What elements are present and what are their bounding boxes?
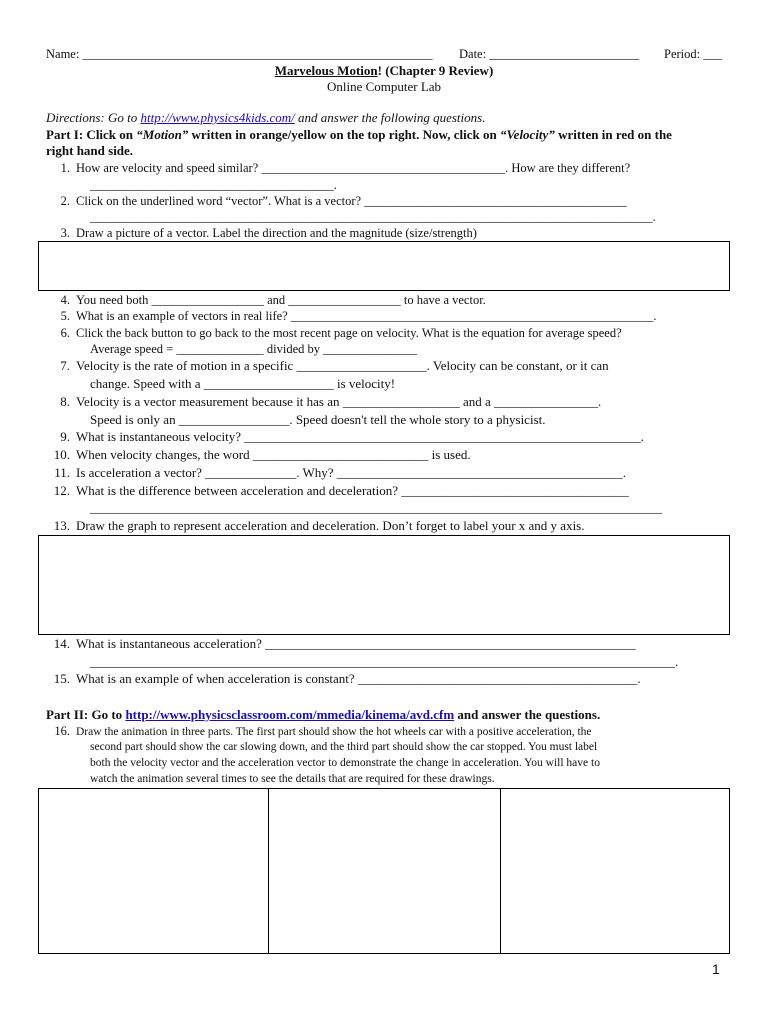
part1-text-c: written in red on the [554,127,672,142]
q10-text: When velocity changes, the word ___________________________ is used. [76,447,471,462]
question-10 [46,447,471,463]
q9-text: What is instantaneous velocity? _____________________________________________________________. [76,429,644,444]
question-5 [46,308,656,324]
q13-text: Draw the graph to represent acceleration and deceleration. Don’t forget to label your x and y axis. [76,518,585,533]
question-4 [46,292,486,308]
q14-text: What is instantaneous acceleration? _________________________________________________________ [76,636,636,651]
period-field [664,46,722,62]
q15-number: 15. [53,671,70,686]
q7-number: 7. [60,358,70,373]
period-label: Period: [664,47,701,61]
question-2 [46,193,627,209]
q1-number: 1. [60,161,70,175]
q11-text: Is acceleration a vector? ______________. Why? ____________________________________________. [76,465,626,480]
q5-number: 5. [60,309,70,323]
question-1 [46,160,630,176]
question-7 [46,358,609,374]
q3-number: 3. [60,226,70,240]
directions-prefix: Directions: Go to [46,110,141,125]
physics4kids-link[interactable]: http://www.physics4kids.com/ [140,110,295,125]
q15-text: What is an example of when acceleration is constant? ___________________________________________. [76,671,641,686]
question-13 [46,518,585,534]
part1-heading [46,127,672,143]
name-blank: ________________________________________________________ [82,47,433,61]
q12-text: What is the difference between acceleration and deceleration? ___________________________________ [76,483,629,498]
page-title [0,63,768,79]
vector-drawing-box[interactable] [38,241,730,291]
animation-drawing-box [38,788,730,954]
question-8-line2: Speed is only an _________________. Speed doesn't tell the whole story to a physicist. [90,412,546,427]
date-field [459,46,639,62]
question-2-line2: __________________________________________________________________________________________. [90,210,656,224]
q11-number: 11. [54,465,70,480]
name-label: Name: [46,47,80,61]
header-line [46,46,432,62]
page-number: 1 [712,961,720,977]
page-subtitle: Online Computer Lab [326,79,442,94]
graph-drawing-box[interactable] [38,535,730,635]
question-11 [46,465,626,481]
part2-suffix: and answer the questions. [454,707,601,722]
part1-velocity: “Velocity” [499,127,555,142]
period-blank: ___ [703,47,722,61]
question-12 [46,483,629,499]
directions-suffix: and answer the following questions. [294,110,486,125]
q12-number: 12. [53,483,70,498]
q10-number: 10. [53,447,70,462]
q3-text: Draw a picture of a vector. Label the direction and the magnitude (size/strength) [76,226,477,240]
question-9 [46,429,644,445]
date-blank: ________________________ [489,47,640,61]
question-6 [46,325,622,341]
panel-divider-2 [500,789,501,953]
physicsclassroom-link[interactable]: http://www.physicsclassroom.com/mmedia/kinema/avd.cfm [125,707,455,722]
question-6-line2: Average speed = ______________ divided by _______________ [90,342,417,356]
question-16-line2: second part should show the car slowing down, and the third part should show the car stopped. You must label [90,741,598,753]
question-8 [46,394,601,410]
q4-text: You need both __________________ and __________________ to have a vector. [76,293,486,307]
part1-heading-line2: right hand side. [46,143,134,158]
q4-number: 4. [60,293,70,307]
part2-prefix: Part II: Go to [46,707,126,722]
part2-heading [46,707,600,723]
q9-number: 9. [60,429,70,444]
part1-text-a: Part I: Click on [46,127,137,142]
question-7-line2: change. Speed with a ____________________ is velocity! [90,376,396,391]
question-14 [46,636,636,652]
question-16-line3: both the velocity vector and the acceleration vector to demonstrate the change in acceleration. You will have to [90,757,600,769]
question-3 [46,225,477,241]
date-label: Date: [459,47,487,61]
title-rest: ! (Chapter 9 Review) [377,63,494,78]
panel-divider-1 [268,789,269,953]
question-15 [46,671,641,687]
q8-text: Velocity is a vector measurement because it has an __________________ and a ________________. [76,394,602,409]
q16-number: 16. [54,724,70,738]
q2-number: 2. [60,194,70,208]
question-1-line2: _______________________________________. [90,178,337,192]
question-16 [46,724,592,739]
q6-number: 6. [60,326,70,340]
question-14-line2: __________________________________________________________________________________________. [90,654,679,669]
q13-number: 13. [53,518,70,533]
q5-text: What is an example of vectors in real life? __________________________________________________________. [76,309,657,323]
q1-text: How are velocity and speed similar? _______________________________________. How are they different? [76,161,631,175]
q7-text: Velocity is the rate of motion in a specific ____________________. Velocity can be constant, or it can [76,358,609,373]
question-16-line4: watch the animation several times to see the details that are required for these drawings. [90,773,495,785]
q8-number: 8. [60,394,70,409]
title-underlined: Marvelous Motion [274,63,378,78]
q14-number: 14. [53,636,70,651]
question-12-line2: ________________________________________________________________________________________ [90,500,662,515]
part1-motion: “Motion” [136,127,189,142]
q16-text-1: Draw the animation in three parts. The first part should show the hot wheels car with a positive acceleration, the [76,726,592,738]
directions [46,110,485,126]
q6-text: Click the back button to go back to the most recent page on velocity. What is the equation for average speed? [76,326,622,340]
part1-text-b: written in orange/yellow on the top right. Now, click on [188,127,500,142]
q2-text: Click on the underlined word “vector”. What is a vector? __________________________________________ [76,194,627,208]
